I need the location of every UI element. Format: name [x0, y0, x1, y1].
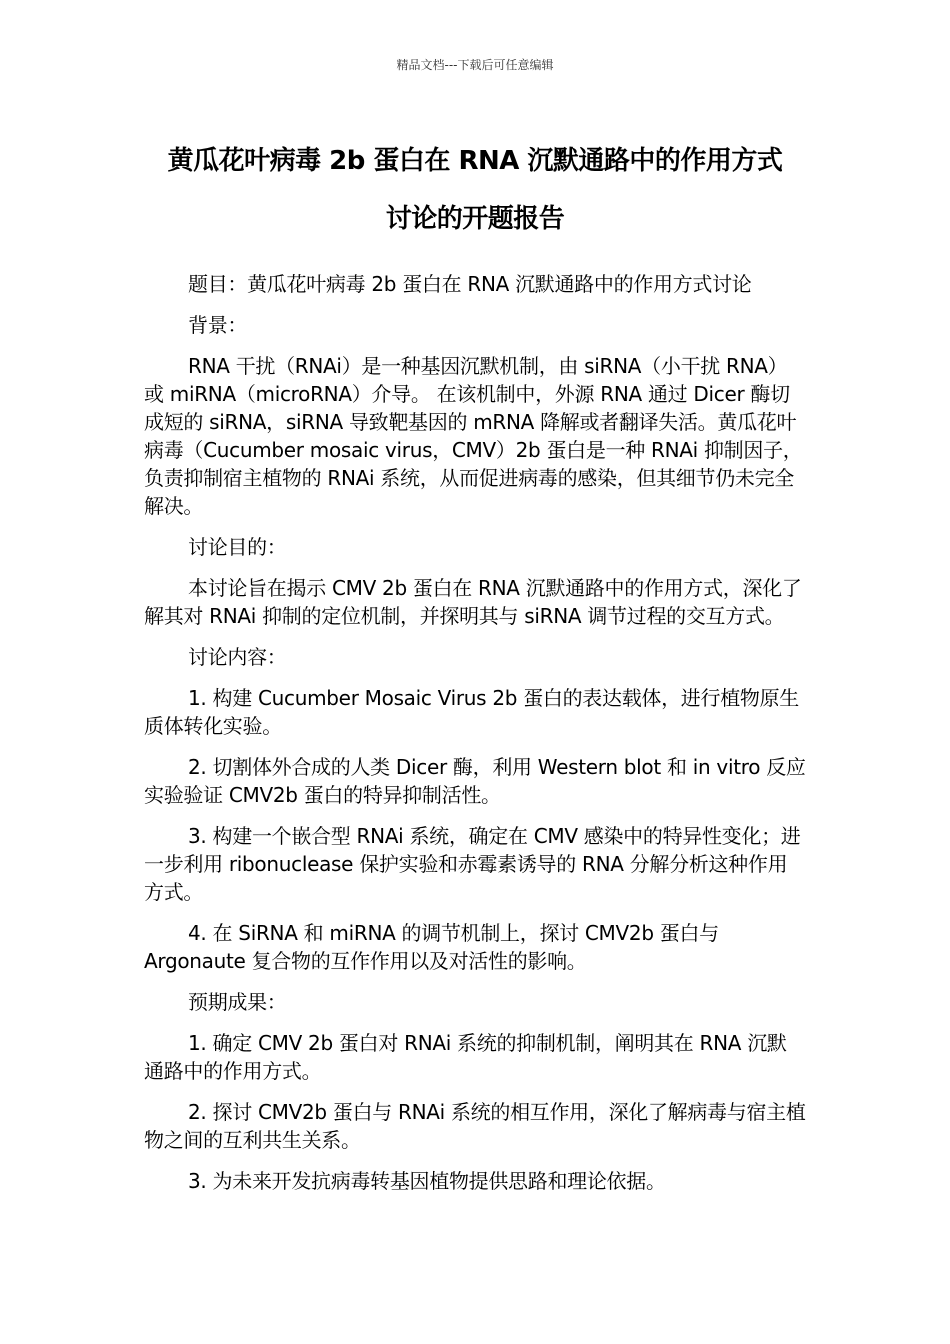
- content-item-2: 2. 切割体外合成的人类 Dicer 酶，利用 Western blot 和 in vitro 反应实验验证 CMV2b 蛋白的特异抑制活性。: [144, 755, 806, 807]
- results-item-3: 3. 为未来开发抗病毒转基因植物提供思路和理论依据。: [188, 1169, 666, 1193]
- results-item-2: 2. 探讨 CMV2b 蛋白与 RNAi 系统的相互作用，深化了解病毒与宿主植物之间的互利共生关系。: [144, 1100, 806, 1152]
- background-paragraph: RNA 干扰（RNAi）是一种基因沉默机制，由 siRNA（小干扰 RNA）或 miRNA（microRNA）介导。 在该机制中，外源 RNA 通过 Dicer 酶切成短的 siRNA，siRNA 导致靶基因的 mRNA 降解或者翻译失活。黄瓜花叶病毒（Cucumber mosaic virus，CMV）2b 蛋白是一种 RNAi 抑制因子，负责抑制宿主植物的 RNAi 系统，从而促进病毒的感染，但其细节仍未完全解决。: [144, 354, 803, 518]
- results-label: 预期成果：: [188, 990, 287, 1014]
- document-body: [144, 270, 806, 1208]
- content-label: 讨论内容：: [188, 645, 287, 669]
- topic-line: 题目：黄瓜花叶病毒 2b 蛋白在 RNA 沉默通路中的作用方式讨论: [188, 272, 752, 296]
- title-line-1: 黄瓜花叶病毒 2b 蛋白在 RNA 沉默通路中的作用方式: [167, 146, 783, 176]
- page-header: 精品文档---下载后可任意编辑: [396, 58, 554, 72]
- background-label: 背景：: [188, 313, 248, 337]
- purpose-label: 讨论目的：: [188, 535, 287, 559]
- title-line-2: 讨论的开题报告: [385, 204, 565, 234]
- content-item-1: 1. 构建 Cucumber Mosaic Virus 2b 蛋白的表达载体，进行植物原生质体转化实验。: [144, 686, 800, 738]
- content-item-3: 3. 构建一个嵌合型 RNAi 系统，确定在 CMV 感染中的特异性变化；进一步利用 ribonuclease 保护实验和赤霉素诱导的 RNA 分解分析这种作用方式。: [144, 824, 801, 904]
- document-title: [140, 132, 810, 248]
- results-item-1: 1. 确定 CMV 2b 蛋白对 RNAi 系统的抑制机制，阐明其在 RNA 沉默通路中的作用方式。: [144, 1031, 787, 1083]
- content-item-4: 4. 在 SiRNA 和 miRNA 的调节机制上，探讨 CMV2b 蛋白与 Argonaute 复合物的互作作用以及对活性的影响。: [144, 921, 719, 973]
- purpose-paragraph: 本讨论旨在揭示 CMV 2b 蛋白在 RNA 沉默通路中的作用方式，深化了解其对 RNAi 抑制的定位机制，并探明其与 siRNA 调节过程的交互方式。: [144, 576, 802, 628]
